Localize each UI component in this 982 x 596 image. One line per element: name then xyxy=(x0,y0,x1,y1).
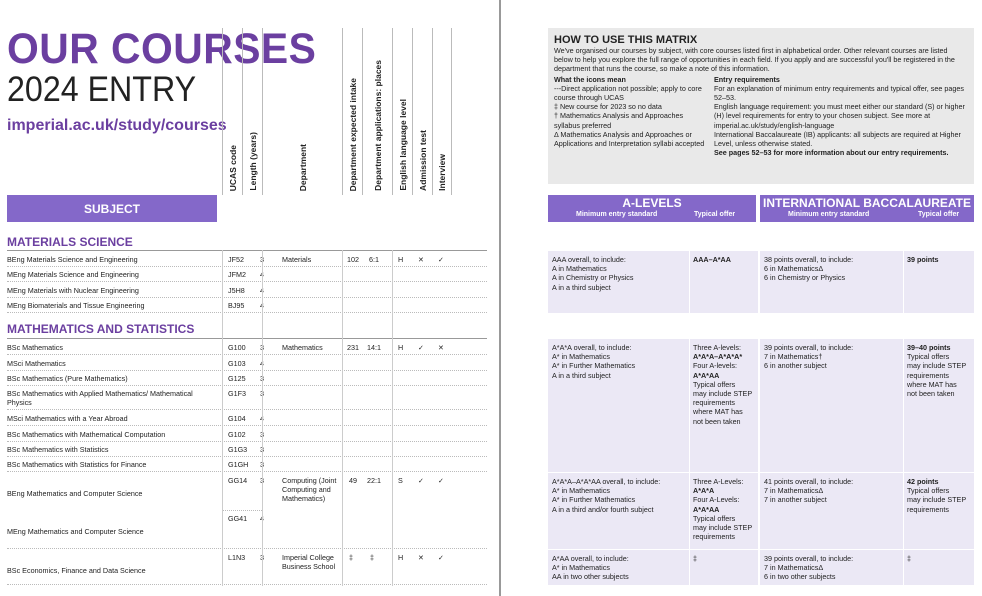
entry-text: International Baccalaureate (IB) applicants: all subjects are required at Higher Level, unless otherwise stated. xyxy=(714,129,961,149)
divider xyxy=(758,251,760,585)
course-name: MEng Materials with Nuclear Engineering xyxy=(7,286,139,295)
col-english: English language level xyxy=(392,28,412,195)
intake: 231 xyxy=(347,343,359,352)
course-name: BEng Mathematics and Computer Science xyxy=(7,489,143,498)
courses-link[interactable]: imperial.ac.uk/study/courses xyxy=(7,117,227,134)
course-name: BSc Mathematics xyxy=(7,343,63,352)
divider xyxy=(903,251,904,585)
length: 4 xyxy=(260,414,264,423)
alevel-typical: Three A-levels: A*A*A–A*A*A* Four A-levels: A*A*AA Typical offers may include STEP requirements where MAT has not been taken xyxy=(693,343,753,426)
cross-icon: ✕ xyxy=(418,255,425,264)
divider xyxy=(689,251,690,585)
divider xyxy=(7,354,487,355)
course-name: MEng Materials Science and Engineering xyxy=(7,270,139,279)
cross-icon: ✕ xyxy=(438,343,445,352)
ucas-code: G104 xyxy=(228,414,246,423)
ucas-code: J5H8 xyxy=(228,286,245,295)
howto-title: HOW TO USE THIS MATRIX xyxy=(554,34,698,46)
course-name: BSc Economics, Finance and Data Science xyxy=(7,566,146,575)
entry-text: See pages 52–53 for more information about our entry requirements. xyxy=(714,148,949,158)
icon-legend-item: † Mathematics Analysis and Approaches syllabus preferred xyxy=(554,111,684,130)
col-intake: Department expected intake xyxy=(342,28,362,195)
section-title: MATHEMATICS AND STATISTICS xyxy=(7,322,195,336)
howto-box xyxy=(548,28,974,184)
english-level: H xyxy=(398,553,404,562)
icons-title: What the icons mean xyxy=(554,74,626,84)
ucas-code: G1GH xyxy=(228,460,249,469)
divider xyxy=(7,312,487,313)
alevel-min: A*A*A overall, to include: A* in Mathematics A* in Further Mathematics A in a third subject xyxy=(552,343,636,380)
course-name: BSc Mathematics with Statistics xyxy=(7,445,109,454)
length: 4 xyxy=(260,514,264,523)
length: 3 xyxy=(260,476,264,485)
ucas-code: JFM2 xyxy=(228,270,246,279)
icon-legend-item: ‡ New course for 2023 so no data xyxy=(554,102,662,112)
subject-header: SUBJECT xyxy=(7,195,217,222)
department: Mathematics xyxy=(282,343,323,352)
divider xyxy=(7,409,487,410)
ratio: 14:1 xyxy=(367,343,381,352)
page-title: OUR COURSES xyxy=(7,25,317,73)
entry-text: For an explanation of minimum entry requirements and typical offer, see pages 52–53. xyxy=(714,83,964,103)
ucas-code: L1N3 xyxy=(228,553,246,562)
check-icon: ✓ xyxy=(438,255,445,264)
course-name: MSci Mathematics xyxy=(7,359,66,368)
col-ucas-code: UCAS code xyxy=(222,28,242,195)
alevel-min: A*A*A–A*A*AA overall, to include: A* in Mathematics A* in Further Mathematics A in a third and/or fourth subject xyxy=(552,477,661,514)
ib-min: 41 points overall, to include: 7 in MathematicsΔ 7 in another subject xyxy=(764,477,854,505)
icon-legend-item: Δ Mathematics Analysis and Approaches or Applications and Interpretation syllabi accepted xyxy=(554,129,705,149)
length: 3 xyxy=(260,343,264,352)
divider xyxy=(392,250,393,586)
cross-icon: ✕ xyxy=(418,553,425,562)
course-name: BSc Mathematics (Pure Mathematics) xyxy=(7,374,128,383)
check-icon: ✓ xyxy=(418,343,425,352)
divider xyxy=(7,370,487,371)
divider xyxy=(7,281,487,282)
ratio: 22:1 xyxy=(367,476,381,485)
length: 3 xyxy=(260,389,264,398)
ucas-code: JF52 xyxy=(228,255,244,264)
length: 3 xyxy=(260,374,264,383)
divider xyxy=(7,250,487,251)
ib-min: 39 points overall, to include: 7 in MathematicsΔ 6 in two other subjects xyxy=(764,554,854,582)
ucas-code: G102 xyxy=(228,430,246,439)
typical-offer-label: Typical offer xyxy=(694,211,736,218)
divider xyxy=(7,441,487,442)
col-admission-test: Admission test xyxy=(412,28,432,195)
divider xyxy=(7,297,487,298)
alevel-typical: AAA–A*AA xyxy=(693,255,731,264)
length: 3 xyxy=(260,255,264,264)
course-name: BEng Materials Science and Engineering xyxy=(7,255,138,264)
alevels-header xyxy=(548,195,756,222)
length: 4 xyxy=(260,359,264,368)
course-name: BSc Mathematics with Mathematical Computation xyxy=(7,430,166,439)
divider xyxy=(342,250,343,586)
min-standard-label: Minimum entry standard xyxy=(788,211,870,218)
ucas-code: G125 xyxy=(228,374,246,383)
typical-offer-label: Typical offer xyxy=(918,211,960,218)
english-level: H xyxy=(398,255,404,264)
length: 3 xyxy=(260,460,264,469)
ucas-code: GG41 xyxy=(228,514,248,523)
ratio: ‡ xyxy=(370,553,374,562)
english-level: H xyxy=(398,343,404,352)
divider xyxy=(222,510,262,511)
ucas-code: BJ95 xyxy=(228,301,245,310)
intake: 102 xyxy=(347,255,359,264)
ratio: 6:1 xyxy=(369,255,379,264)
ib-header xyxy=(760,195,974,222)
course-name: BSc Mathematics with Statistics for Finance xyxy=(7,460,147,469)
divider xyxy=(222,250,223,586)
alevel-min: A*AA overall, to include: A* in Mathematics AA in two other subjects xyxy=(552,554,629,582)
length: 4 xyxy=(260,286,264,295)
ib-typical: 39–40 points Typical offers may include STEP requirements where MAT has not been taken xyxy=(907,343,967,399)
course-name: MEng Biomaterials and Tissue Engineering xyxy=(7,301,145,310)
divider xyxy=(7,584,487,585)
page-divider xyxy=(499,0,501,596)
divider xyxy=(262,250,263,586)
divider xyxy=(7,385,487,386)
intake: ‡ xyxy=(349,553,353,562)
divider xyxy=(7,548,487,549)
course-name: BSc Mathematics with Applied Mathematics/ Mathematical Physics xyxy=(7,389,193,407)
howto-intro: We've organised our courses by subject, with core courses listed first in alphabetical order. Other relevant courses are listed below to help you explore the full range of opportunities in each field. If you apply and are successful you'll be registered in the department that runs the course, so make a note of this information. xyxy=(554,46,955,74)
alevels-title: A-LEVELS xyxy=(622,196,682,210)
divider xyxy=(7,425,487,426)
ucas-code: G103 xyxy=(228,359,246,368)
divider xyxy=(7,471,487,472)
ucas-code: GG14 xyxy=(228,476,248,485)
divider xyxy=(7,266,487,267)
icon-legend-item: ---Direct application not possible; apply to core course through UCAS xyxy=(554,83,702,103)
divider xyxy=(7,338,487,339)
ib-typical: ‡ xyxy=(907,554,911,563)
ib-typical: 42 points Typical offers may include STEP requirements xyxy=(907,477,967,514)
col-department: Department xyxy=(262,28,342,195)
divider xyxy=(7,456,487,457)
department: Materials xyxy=(282,255,312,264)
course-name: MSci Mathematics with a Year Abroad xyxy=(7,414,128,423)
ucas-code: G100 xyxy=(228,343,246,352)
alevel-typical: ‡ xyxy=(693,554,697,563)
length: 4 xyxy=(260,270,264,279)
length: 4 xyxy=(260,301,264,310)
intake: 49 xyxy=(349,476,357,485)
english-level: S xyxy=(398,476,403,485)
alevel-min: AAA overall, to include: A in Mathematics A in Chemistry or Physics A in a third subject xyxy=(552,255,634,292)
col-interview: Interview xyxy=(432,28,452,195)
department: Computing (Joint Computing and Mathematics) xyxy=(282,476,337,503)
page-subtitle: 2024 ENTRY xyxy=(7,70,197,109)
check-icon: ✓ xyxy=(438,476,445,485)
col-applications: Department applications: places xyxy=(362,28,392,195)
min-standard-label: Minimum entry standard xyxy=(576,211,658,218)
length: 3 xyxy=(260,430,264,439)
check-icon: ✓ xyxy=(418,476,425,485)
ib-title: INTERNATIONAL BACCALAUREATE xyxy=(763,196,971,210)
ib-typical: 39 points xyxy=(907,255,939,264)
col-length: Length (years) xyxy=(242,28,262,195)
ib-min: 39 points overall, to include: 7 in Mathematics† 6 in another subject xyxy=(764,343,854,371)
course-name: MEng Mathematics and Computer Science xyxy=(7,527,144,536)
ucas-code: G1G3 xyxy=(228,445,248,454)
entry-text: English language requirement: you must meet either our standard (S) or higher (H) level requirements for entry to your chosen subject. See more at imperial.ac.uk/study/english-language xyxy=(714,102,965,130)
length: 3 xyxy=(260,553,264,562)
entry-title: Entry requirements xyxy=(714,74,780,84)
department: Imperial College Business School xyxy=(282,553,336,571)
alevel-typical: Three A-Levels: A*A*A Four A-Levels: A*A*AA Typical offers may include STEP requirements xyxy=(693,477,753,542)
ib-min: 38 points overall, to include: 6 in MathematicsΔ 6 in Chemistry or Physics xyxy=(764,255,854,283)
length: 3 xyxy=(260,445,264,454)
ucas-code: G1F3 xyxy=(228,389,246,398)
section-title: MATERIALS SCIENCE xyxy=(7,235,133,249)
check-icon: ✓ xyxy=(438,553,445,562)
